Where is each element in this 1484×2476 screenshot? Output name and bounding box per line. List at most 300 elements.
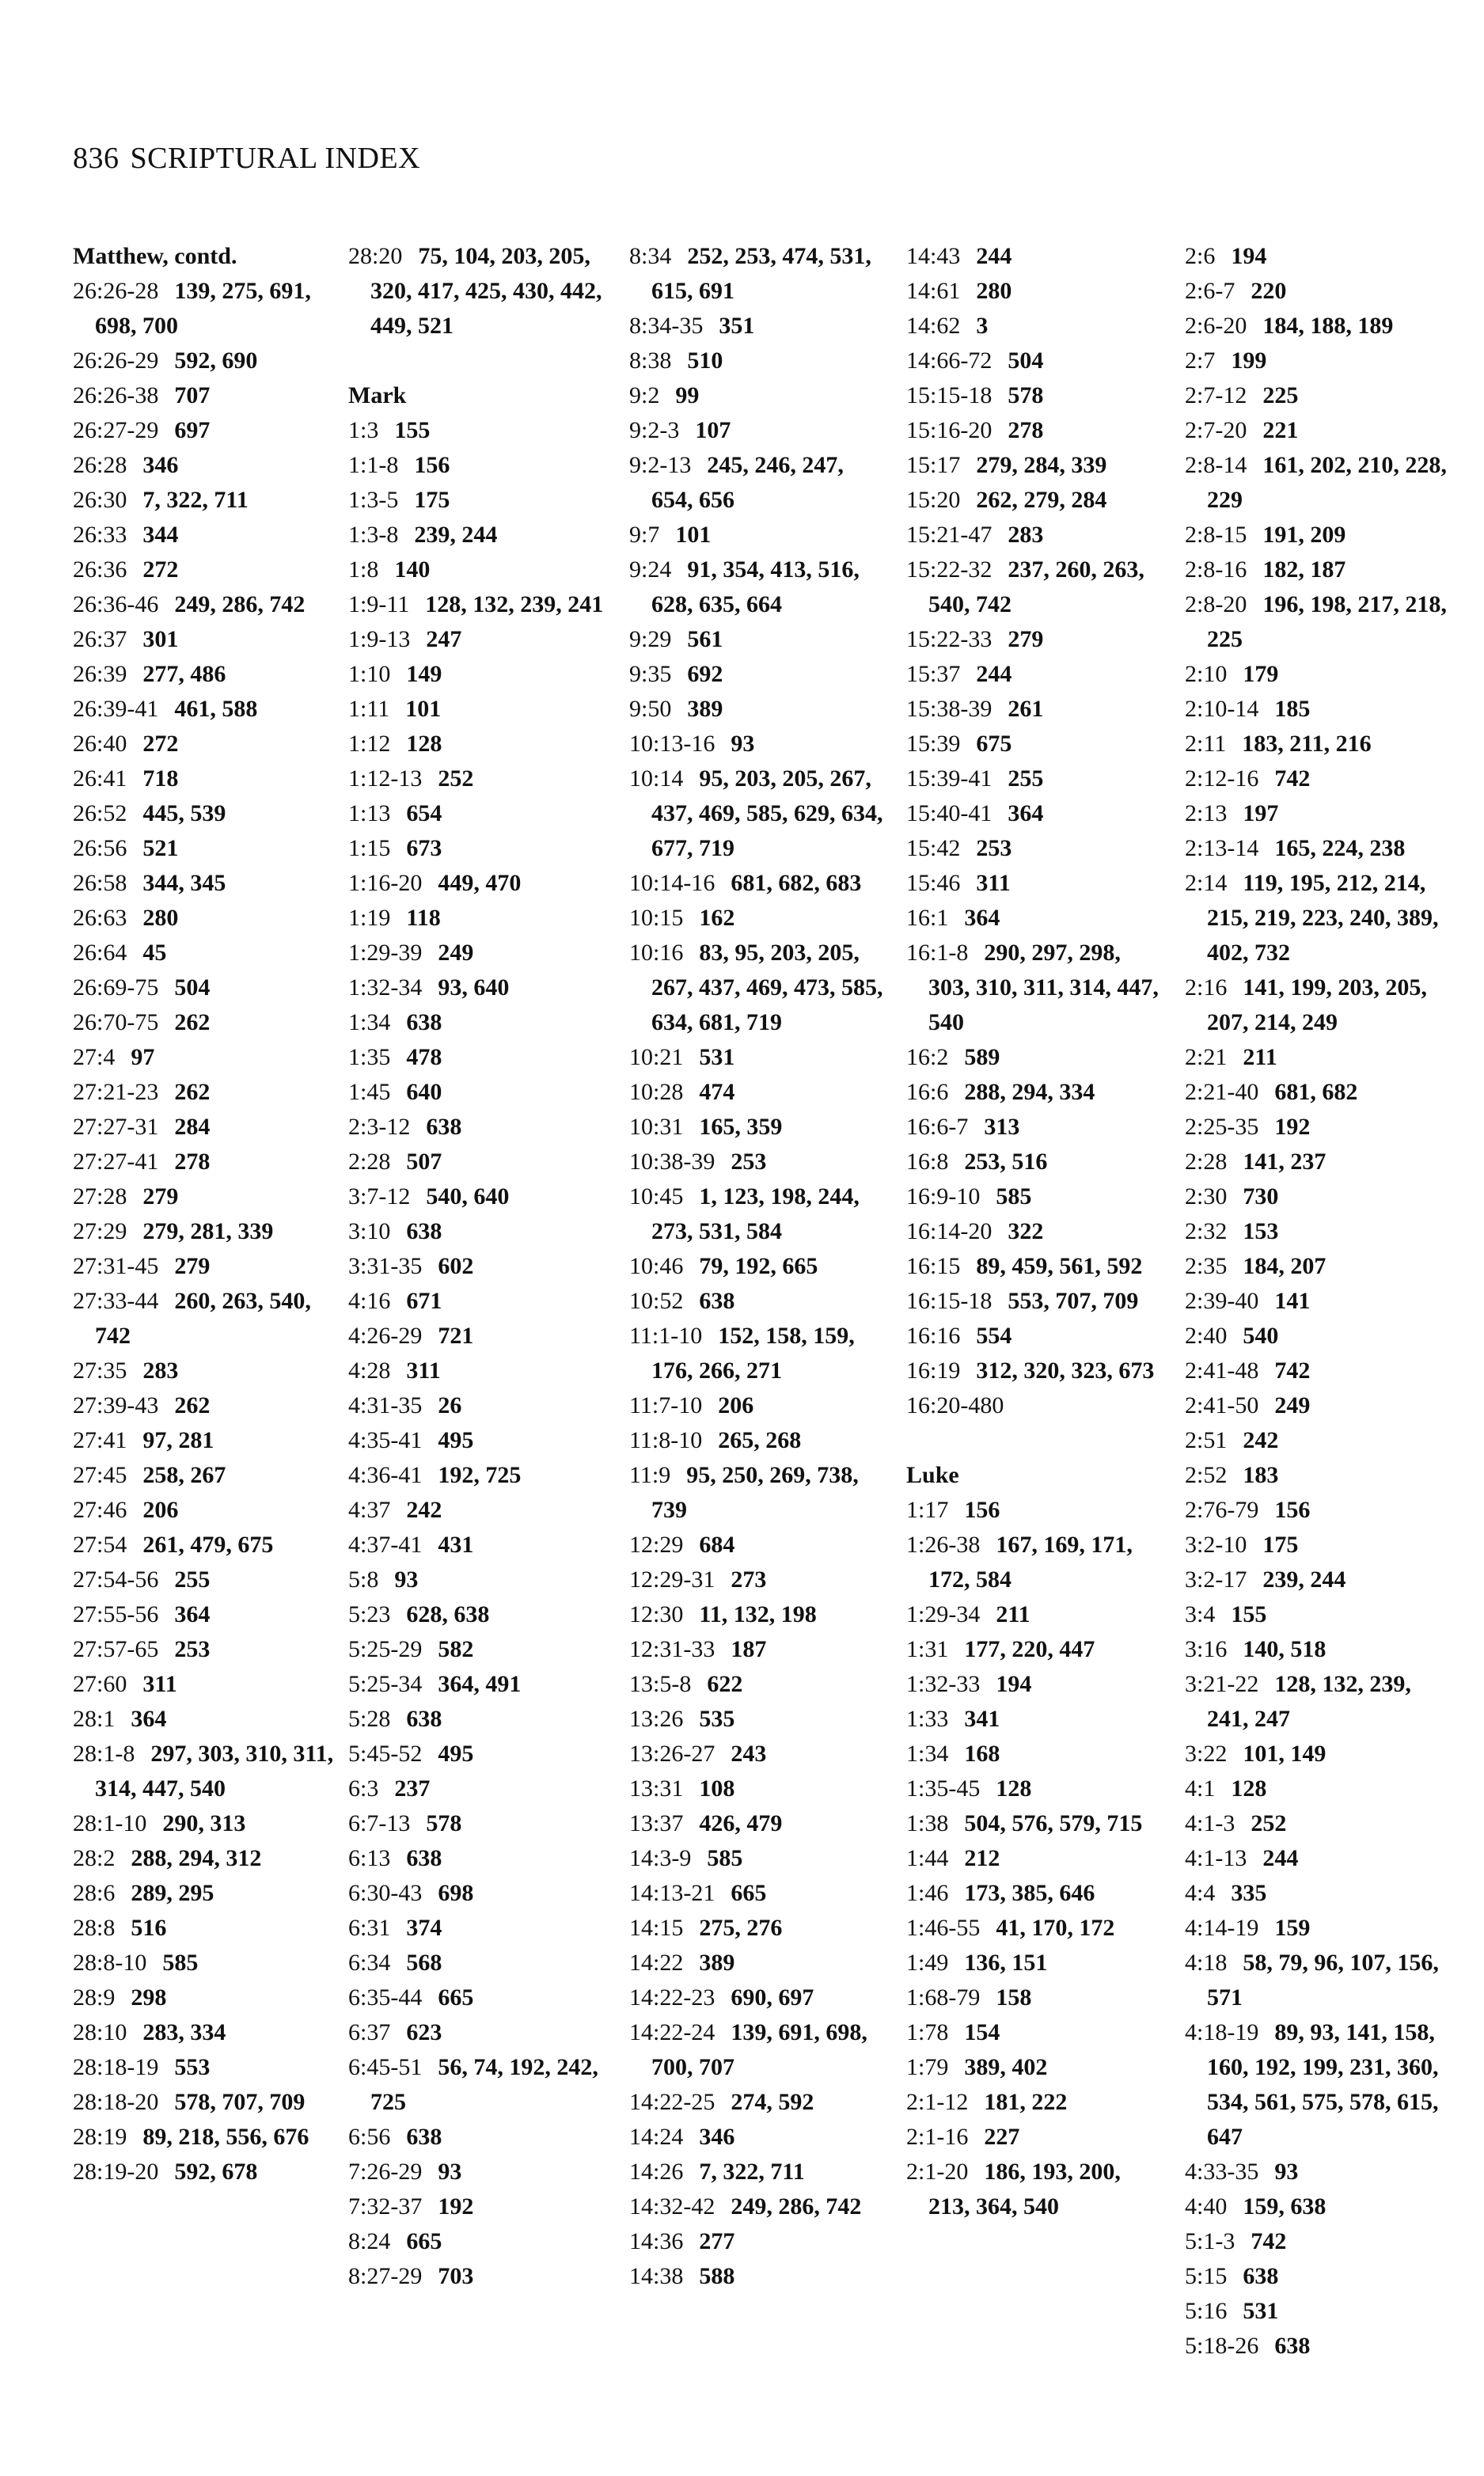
index-entry (73, 1667, 334, 1702)
index-entry (73, 1841, 334, 1876)
index-entry (906, 1806, 1167, 1841)
index-entry (73, 1597, 334, 1632)
index-entry (73, 1005, 334, 1040)
verse-reference: 14:13-21 (629, 1880, 715, 1906)
page-references: 101 (675, 522, 712, 548)
verse-reference: 26:69-75 (73, 974, 159, 1001)
page-references: 97, 281 (142, 1427, 214, 1453)
verse-reference: 5:25-34 (348, 1671, 423, 1697)
page-references: 221 (1262, 417, 1299, 443)
verse-reference: 13:37 (629, 1810, 684, 1836)
verse-reference: 15:15-18 (906, 382, 992, 408)
verse-reference: 2:11 (1185, 731, 1227, 757)
verse-reference: 1:17 (906, 1497, 949, 1523)
page-references: 140, 518 (1243, 1636, 1326, 1662)
index-entry (1185, 518, 1458, 553)
page-references: 690, 697 (731, 1984, 814, 2011)
verse-reference: 1:10 (348, 661, 391, 687)
verse-reference: 6:37 (348, 2019, 391, 2045)
verse-reference: 1:79 (906, 2054, 949, 2080)
index-entry (348, 2155, 609, 2189)
verse-reference: 1:12-13 (348, 765, 423, 792)
page-references: 261, 479, 675 (142, 1532, 274, 1558)
index-entry (73, 2085, 334, 2120)
page-references: 253, 516 (964, 1149, 1048, 1175)
index-entry (73, 1632, 334, 1667)
index-entry (348, 483, 609, 518)
index-entry (73, 1075, 334, 1110)
index-entry (1185, 413, 1458, 448)
page-references: 638 (406, 1218, 442, 1244)
index-entry (906, 901, 1167, 936)
verse-reference: 8:34 (629, 243, 672, 269)
page-references: 11, 132, 198 (699, 1601, 817, 1627)
index-entry (629, 1667, 890, 1702)
verse-reference: 15:37 (906, 661, 961, 687)
page-references: 108 (699, 1775, 735, 1802)
page-references: 389 (699, 1950, 735, 1976)
index-entry (73, 1284, 334, 1354)
page-references: 703 (438, 2263, 474, 2289)
index-entry (629, 1040, 890, 1075)
page-references: 128, 132, 239, 241 (425, 591, 604, 617)
verse-reference: 27:21-23 (73, 1079, 159, 1105)
verse-reference: 6:30-43 (348, 1880, 423, 1906)
verse-reference: 1:1-8 (348, 452, 399, 478)
page-number: 836 (73, 142, 120, 175)
verse-reference: 2:1-20 (906, 2159, 969, 2185)
verse-reference: 26:26-38 (73, 382, 159, 408)
page-references: 277, 486 (142, 661, 226, 687)
verse-reference: 9:29 (629, 626, 672, 652)
index-entry (348, 1214, 609, 1249)
page-references: 554 (976, 1323, 1012, 1349)
verse-reference: 1:35-45 (906, 1775, 981, 1802)
page-references: 141, 199, 203, 205, 207, 214, 249 (1207, 974, 1427, 1035)
verse-reference: 5:1-3 (1185, 2228, 1235, 2254)
index-entry (629, 1528, 890, 1563)
page-references: 288, 294, 334 (964, 1079, 1095, 1105)
index-entry (348, 1075, 609, 1110)
index-entry (1185, 692, 1458, 727)
index-entry (1185, 1284, 1458, 1319)
page-references: 265, 268 (718, 1427, 802, 1453)
verse-reference: 4:4 (1185, 1880, 1216, 1906)
index-entry (1185, 761, 1458, 796)
page-references: 139, 691, 698, 700, 707 (651, 2019, 867, 2080)
verse-reference: 10:46 (629, 1253, 684, 1279)
index-entry (348, 1179, 609, 1214)
page-references: 197 (1243, 800, 1279, 826)
page-references: 206 (718, 1392, 754, 1418)
page-references: 175 (414, 487, 450, 513)
verse-reference: 15:20 (906, 487, 961, 513)
verse-reference: 6:13 (348, 1845, 391, 1871)
index-entry (348, 1110, 609, 1145)
verse-reference: 27:46 (73, 1497, 127, 1523)
verse-reference: 10:31 (629, 1114, 684, 1140)
verse-reference: 4:16 (348, 1288, 391, 1314)
page-references: 249 (1274, 1392, 1311, 1418)
index-entry (629, 2259, 890, 2294)
verse-reference: 27:57-65 (73, 1636, 159, 1662)
page-references: 262 (174, 1009, 211, 1035)
index-entry (73, 448, 334, 483)
page-references: 284 (174, 1114, 211, 1140)
verse-reference: 6:34 (348, 1950, 391, 1976)
verse-reference: 2:13-14 (1185, 835, 1259, 861)
index-entry (73, 344, 334, 378)
page-references: 697 (174, 417, 211, 443)
index-entry (906, 2155, 1167, 2224)
verse-reference: 2:41-48 (1185, 1358, 1259, 1384)
page-references: 301 (142, 626, 179, 652)
verse-reference: 10:38-39 (629, 1149, 715, 1175)
page-references: 531 (699, 1044, 735, 1070)
index-entry (906, 1110, 1167, 1145)
page-references: 260, 263, 540, 742 (95, 1288, 311, 1349)
page-references: 156 (964, 1497, 1000, 1523)
page-references: 638 (1243, 2263, 1279, 2289)
page-references: 272 (142, 556, 179, 583)
page-references: 531 (1243, 2298, 1279, 2324)
page-references: 692 (687, 661, 723, 687)
verse-reference: 9:35 (629, 661, 672, 687)
page-references: 622 (707, 1671, 743, 1697)
index-entry (1185, 1911, 1458, 1946)
verse-reference: 6:3 (348, 1775, 379, 1802)
page-references: 128, 132, 239, 241, 247 (1207, 1671, 1411, 1732)
page-references: 279, 284, 339 (976, 452, 1107, 478)
page-references: 279 (174, 1253, 211, 1279)
verse-reference: 26:26-28 (73, 278, 159, 304)
verse-reference: 9:2-3 (629, 417, 680, 443)
index-entry (629, 2120, 890, 2155)
page-title: SCRIPTURAL INDEX (130, 142, 421, 175)
index-entry (629, 1145, 890, 1179)
page-references: 279 (1008, 626, 1044, 652)
verse-reference: 16:2 (906, 1044, 949, 1070)
page-references: 101, 149 (1243, 1741, 1326, 1767)
verse-reference: 5:15 (1185, 2263, 1228, 2289)
verse-reference: 27:45 (73, 1462, 127, 1488)
verse-reference: 10:14 (629, 765, 684, 792)
verse-reference: 3:4 (1185, 1601, 1216, 1627)
verse-reference: 26:28 (73, 452, 127, 478)
index-entry (348, 1388, 609, 1423)
verse-reference: 14:26 (629, 2159, 684, 2185)
page-references: 262 (174, 1392, 211, 1418)
page-references: 247 (426, 626, 462, 652)
verse-reference: 3:7-12 (348, 1183, 411, 1210)
page-references: 158 (996, 1984, 1032, 2011)
page-references: 225 (1262, 382, 1299, 408)
page-references: 553, 707, 709 (1008, 1288, 1139, 1314)
index-entry (1185, 1110, 1458, 1145)
index-entry (73, 936, 334, 970)
verse-reference: 1:68-79 (906, 1984, 981, 2011)
verse-reference: 2:8-14 (1185, 452, 1247, 478)
verse-reference: 28:20 (348, 243, 403, 269)
verse-reference: 26:36-46 (73, 591, 159, 617)
verse-reference: 4:37-41 (348, 1532, 423, 1558)
page-references: 244 (976, 661, 1012, 687)
index-entry (629, 1772, 890, 1806)
page-references: 279 (142, 1183, 179, 1210)
verse-reference: 1:3-5 (348, 487, 399, 513)
index-entry (906, 344, 1167, 378)
verse-reference: 4:1-13 (1185, 1845, 1247, 1871)
verse-reference: 2:1-16 (906, 2124, 969, 2150)
index-entry (629, 309, 890, 344)
index-entry (73, 1876, 334, 1911)
verse-reference: 11:8-10 (629, 1427, 703, 1453)
verse-reference: 8:34-35 (629, 313, 704, 339)
verse-reference: 27:35 (73, 1358, 127, 1384)
index-column-2 (348, 239, 609, 2294)
verse-reference: 3:10 (348, 1218, 391, 1244)
index-entry (906, 1145, 1167, 1179)
verse-reference: 2:51 (1185, 1427, 1228, 1453)
verse-reference: 27:28 (73, 1183, 127, 1210)
index-entry (629, 1423, 890, 1458)
index-entry (629, 1946, 890, 1980)
page-references: 91, 354, 413, 516, 628, 635, 664 (651, 556, 860, 617)
page-references: 181, 222 (984, 2089, 1068, 2115)
verse-reference: 4:26-29 (348, 1323, 423, 1349)
verse-reference: 2:28 (348, 1149, 391, 1175)
index-entry (629, 1911, 890, 1946)
verse-reference: 12:30 (629, 1601, 684, 1627)
verse-reference: 2:52 (1185, 1462, 1228, 1488)
page-references: 654 (406, 800, 442, 826)
index-entry (906, 1876, 1167, 1911)
page-references: 311 (976, 870, 1011, 896)
index-column-1 (73, 239, 334, 2189)
page-references: 589 (964, 1044, 1000, 1070)
page-references: 283, 334 (142, 2019, 226, 2045)
verse-reference: 6:35-44 (348, 1984, 423, 2011)
index-entry (348, 1737, 609, 1772)
page-references: 95, 250, 269, 738, 739 (651, 1462, 859, 1523)
page-references: 253 (976, 835, 1012, 861)
page-references: 426, 479 (699, 1810, 783, 1836)
page-references: 288, 294, 312 (131, 1845, 262, 1871)
page-references: 136, 151 (964, 1950, 1048, 1976)
page-references: 249, 286, 742 (174, 591, 306, 617)
page-references: 162 (699, 905, 735, 931)
verse-reference: 16:1 (906, 905, 949, 931)
index-entry (629, 901, 890, 936)
index-entry (73, 727, 334, 761)
index-entry (73, 1214, 334, 1249)
index-entry (629, 1597, 890, 1632)
verse-reference: 28:19 (73, 2124, 127, 2150)
index-entry (73, 796, 334, 831)
page-references: 237 (394, 1775, 431, 1802)
book-heading: Matthew, contd. (73, 243, 237, 269)
index-entry (348, 413, 609, 448)
index-entry (629, 553, 890, 622)
page-references: 79, 192, 665 (699, 1253, 818, 1279)
index-entry (73, 1528, 334, 1563)
verse-reference: 3:2-10 (1185, 1532, 1247, 1558)
index-entry (906, 1354, 1167, 1388)
verse-reference: 16:15-18 (906, 1288, 992, 1314)
index-entry (629, 727, 890, 761)
page-references: 638 (406, 1009, 442, 1035)
page-references: 278 (174, 1149, 211, 1175)
page-references: 153 (1243, 1218, 1279, 1244)
verse-reference: 8:24 (348, 2228, 391, 2254)
verse-reference: 28:6 (73, 1880, 116, 1906)
index-entry (629, 1075, 890, 1110)
index-entry (629, 378, 890, 413)
verse-reference: 28:18-20 (73, 2089, 159, 2115)
index-entry (1185, 587, 1458, 657)
verse-reference: 28:2 (73, 1845, 116, 1871)
index-entry (348, 518, 609, 553)
page-references: 280 (976, 278, 1012, 304)
index-entry (906, 1980, 1167, 2015)
index-entry (629, 692, 890, 727)
verse-reference: 15:42 (906, 835, 961, 861)
verse-reference: 2:8-15 (1185, 522, 1247, 548)
index-entry (1185, 448, 1458, 518)
index-entry (348, 1632, 609, 1667)
page-references: 698 (438, 1880, 474, 1906)
index-entry (1185, 1040, 1458, 1075)
page-references: 312, 320, 323, 673 (976, 1358, 1155, 1384)
index-entry (906, 1319, 1167, 1354)
page-references: 252 (1251, 1810, 1287, 1836)
index-entry (1185, 657, 1458, 692)
page-references: 237, 260, 263, 540, 742 (928, 556, 1144, 617)
index-entry (906, 622, 1167, 657)
index-entry (1185, 1597, 1458, 1632)
page-references: 3 (976, 313, 989, 339)
page-references: 139, 275, 691, 698, 700 (95, 278, 311, 339)
verse-reference: 16:14-20 (906, 1218, 992, 1244)
page-references: 313 (984, 1114, 1020, 1140)
index-entry (1185, 1214, 1458, 1249)
page-references: 278 (1008, 417, 1044, 443)
index-entry (348, 1319, 609, 1354)
verse-reference: 1:29-34 (906, 1601, 981, 1627)
page-references: 255 (174, 1566, 211, 1593)
verse-reference: 15:46 (906, 870, 961, 896)
verse-reference: 13:26 (629, 1706, 684, 1732)
index-entry (1185, 1249, 1458, 1284)
page-references: 167, 169, 171, 172, 584 (928, 1532, 1133, 1593)
verse-reference: 15:40-41 (906, 800, 992, 826)
page-references: 252 (438, 765, 474, 792)
verse-reference: 2:3-12 (348, 1114, 411, 1140)
page-references: 495 (438, 1741, 474, 1767)
page-references: 742 (1274, 765, 1311, 792)
verse-reference: 16:9-10 (906, 1183, 981, 1210)
index-entry (906, 1249, 1167, 1284)
page-references: 364, 491 (438, 1671, 522, 1697)
verse-reference: 27:4 (73, 1044, 116, 1070)
page-references: 119, 195, 212, 214, 215, 219, 223, 240, 389, 402, 732 (1207, 870, 1439, 966)
verse-reference: 27:27-31 (73, 1114, 159, 1140)
index-entry (348, 1806, 609, 1841)
index-entry (1185, 2294, 1458, 2329)
page-references: 665 (406, 2228, 442, 2254)
index-entry (348, 587, 609, 622)
verse-reference: 2:8-20 (1185, 591, 1247, 617)
page-references: 274, 592 (731, 2089, 814, 2115)
verse-reference: 1:29-39 (348, 940, 423, 966)
verse-reference: 9:50 (629, 696, 672, 722)
page-references: 56, 74, 192, 242, 725 (370, 2054, 598, 2115)
verse-reference: 1:35 (348, 1044, 391, 1070)
page-references: 585 (162, 1950, 199, 1976)
index-entry (348, 1528, 609, 1563)
verse-reference: 28:1-10 (73, 1810, 147, 1836)
page-references: 262 (174, 1079, 211, 1105)
page-references: 261 (1008, 696, 1044, 722)
page-references: 245, 246, 247, 654, 656 (651, 452, 844, 513)
index-entry (73, 1145, 334, 1179)
index-entry (629, 2189, 890, 2224)
index-entry (348, 1876, 609, 1911)
index-entry (348, 553, 609, 587)
verse-reference: 5:8 (348, 1566, 379, 1593)
verse-reference: 26:30 (73, 487, 127, 513)
index-entry (629, 2155, 890, 2189)
index-entry (629, 1980, 890, 2015)
index-entry (629, 1702, 890, 1737)
index-entry (1185, 1632, 1458, 1667)
index-entry (1185, 2015, 1458, 2155)
index-entry (906, 831, 1167, 866)
verse-reference: 4:35-41 (348, 1427, 423, 1453)
page-references: 244 (1262, 1845, 1299, 1871)
index-entry (73, 587, 334, 622)
verse-reference: 15:39 (906, 731, 961, 757)
verse-reference: 2:16 (1185, 974, 1228, 1001)
verse-reference: 6:56 (348, 2124, 391, 2150)
page-references: 155 (394, 417, 431, 443)
index-entry (906, 1075, 1167, 1110)
verse-reference: 12:29-31 (629, 1566, 715, 1593)
verse-reference: 4:31-35 (348, 1392, 423, 1418)
index-entry (1185, 239, 1458, 274)
verse-reference: 1:33 (906, 1706, 949, 1732)
page-references: 277 (699, 2228, 735, 2254)
index-entry (629, 2015, 890, 2085)
index-entry (1185, 1528, 1458, 1563)
index-entry (906, 1528, 1167, 1597)
verse-reference: 1:9-11 (348, 591, 410, 617)
page-references: 638 (426, 1114, 462, 1140)
index-entry (73, 1249, 334, 1284)
index-entry (629, 1110, 890, 1145)
page-references: 535 (699, 1706, 735, 1732)
page-references: 83, 95, 203, 205, 267, 437, 469, 473, 585, 634, 681, 719 (651, 940, 883, 1035)
page-references: 75, 104, 203, 205, 320, 417, 425, 430, 442, 449, 521 (370, 243, 602, 339)
page-references: 507 (406, 1149, 442, 1175)
verse-reference: 1:11 (348, 696, 390, 722)
index-entry (906, 378, 1167, 413)
verse-reference: 1:46-55 (906, 1915, 981, 1941)
verse-reference: 2:6 (1185, 243, 1216, 269)
index-entry (348, 1702, 609, 1737)
index-entry (906, 413, 1167, 448)
verse-reference: 3:22 (1185, 1741, 1228, 1767)
